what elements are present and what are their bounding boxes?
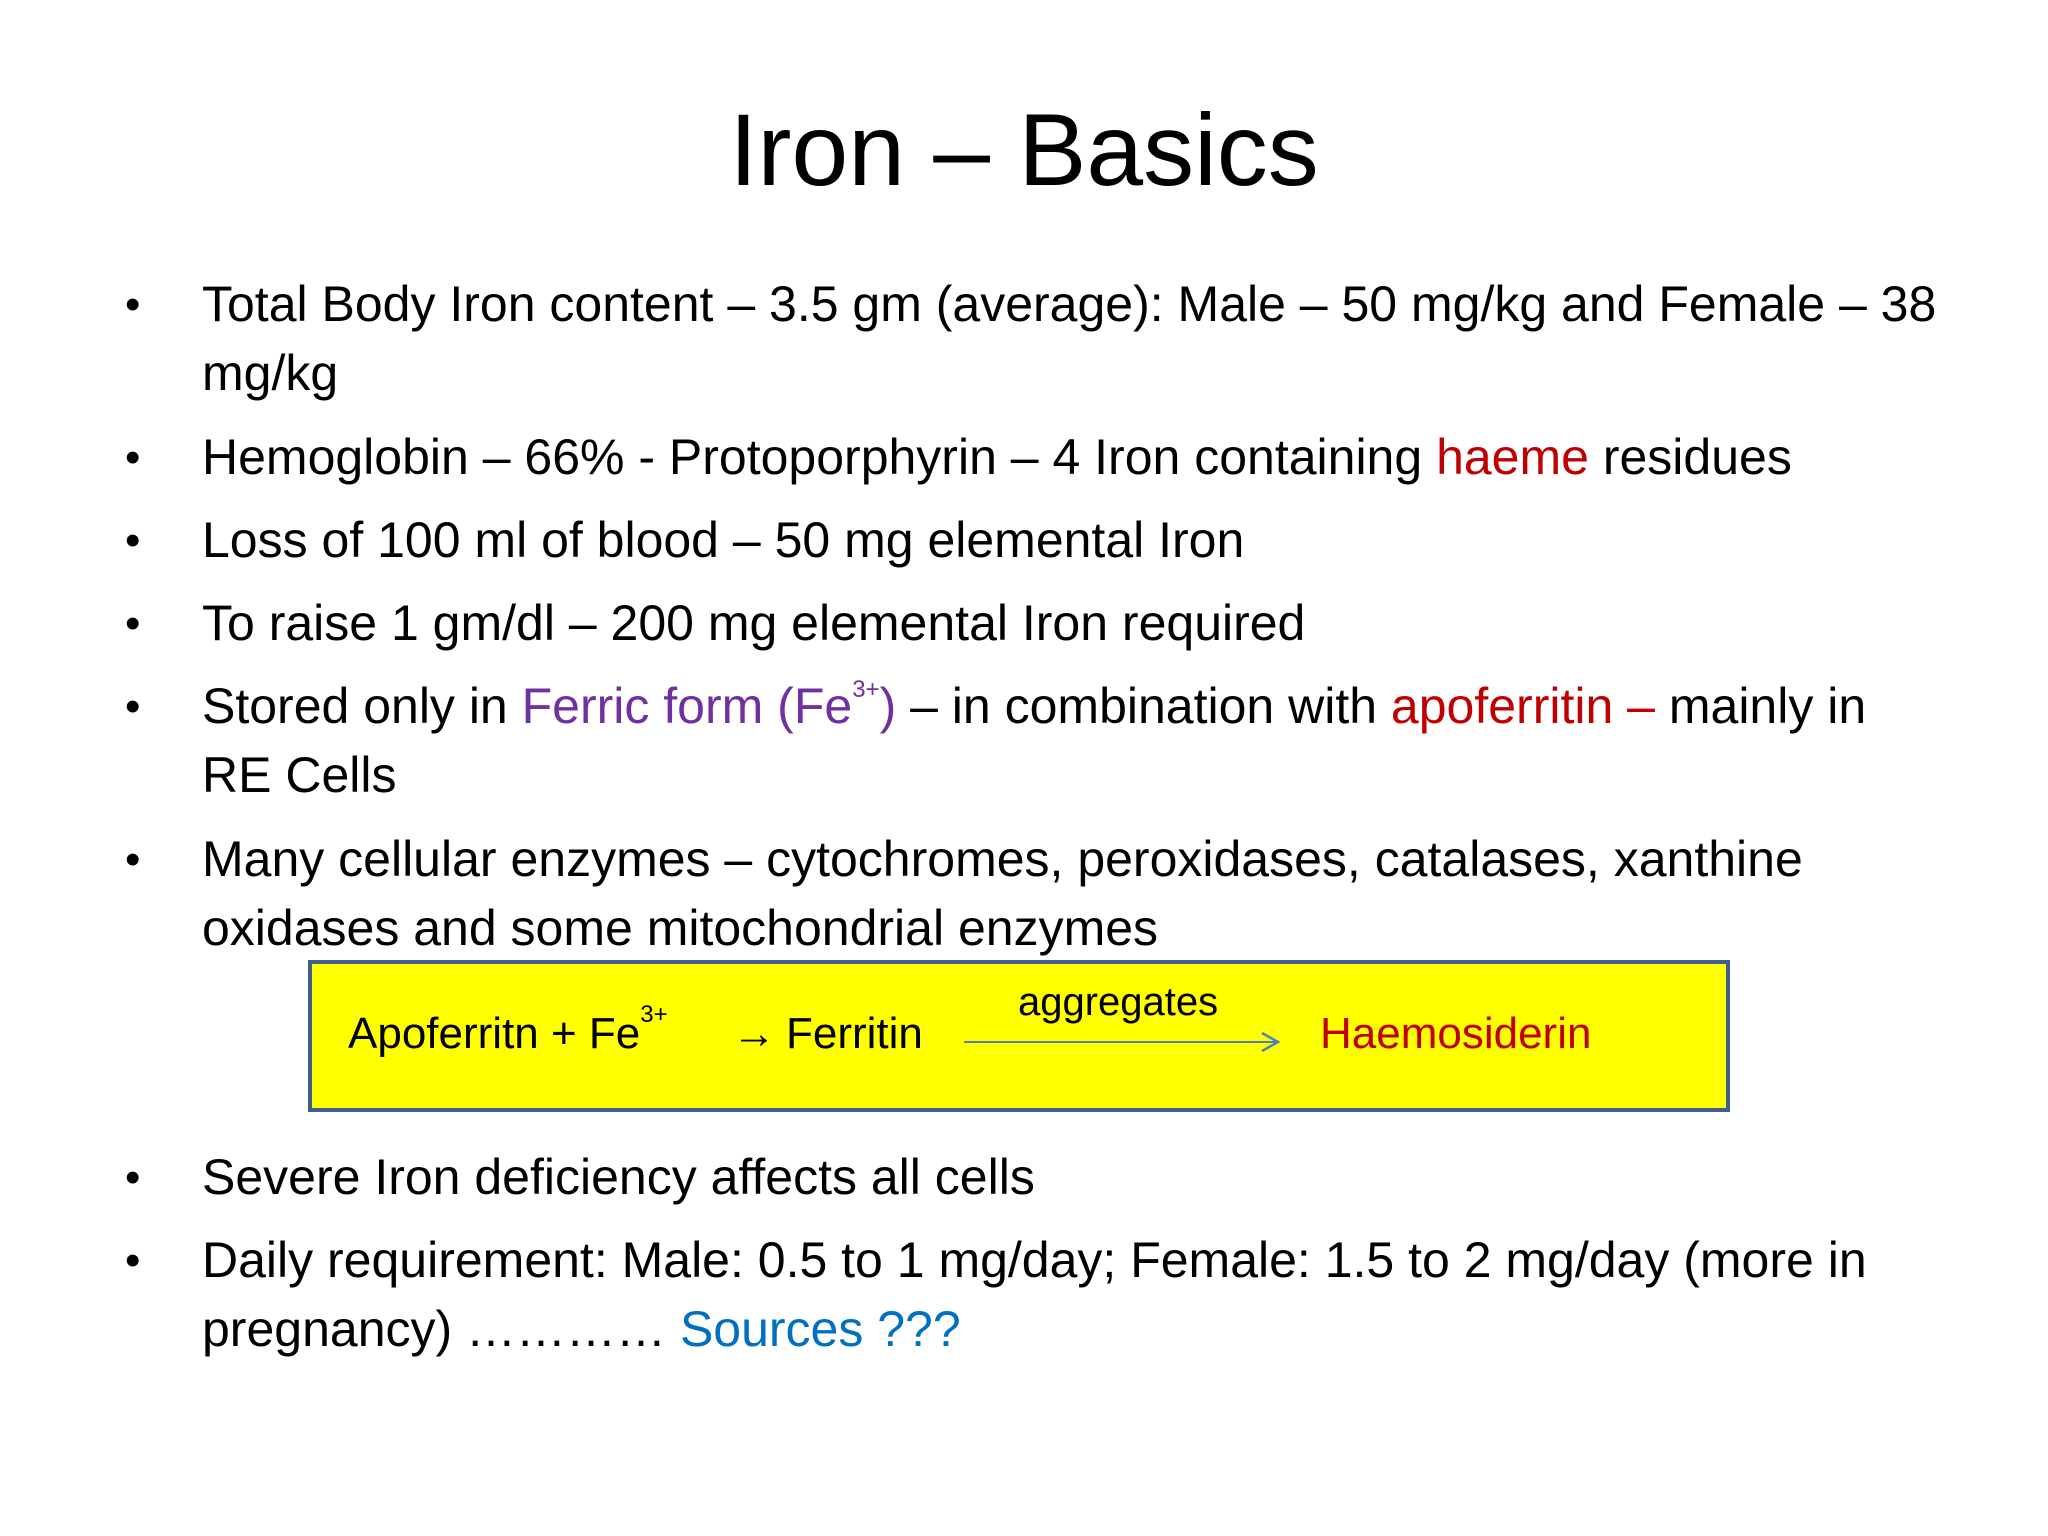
- bullet-text: [202, 825, 1945, 963]
- equation-left: [348, 1001, 668, 1064]
- bullet-symbol: •: [125, 1236, 141, 1285]
- equation-left-text: Apoferritn + Fe: [348, 1009, 641, 1058]
- bullet-text: [202, 589, 1945, 658]
- reaction-arrow-icon: [964, 1030, 1284, 1054]
- text-run: Daily requirement: Male: 0.5 to 1 mg/day; Female: 1.5 to 2 mg/day (more in pregnancy) …………: [202, 1232, 1867, 1357]
- bullet-item: [125, 423, 1945, 492]
- text-run: haeme: [1436, 429, 1589, 485]
- text-run: Severe Iron deficiency affects all cells: [202, 1149, 1035, 1205]
- text-run: Sources ???: [679, 1301, 961, 1357]
- text-run: Loss of 100 ml of blood – 50 mg elemental Iron: [202, 512, 1245, 568]
- text-run: Total Body Iron content – 3.5 gm (average): Male – 50 mg/kg and Female – 38 mg/kg: [202, 276, 1937, 401]
- bullet-text: [202, 506, 1945, 575]
- bullet-symbol: •: [125, 280, 141, 329]
- superscript-text: 3+: [852, 676, 880, 703]
- equation-right: Haemosiderin: [1320, 1009, 1592, 1058]
- equation-left-sup: 3+: [640, 1001, 668, 1028]
- text-run: Hemoglobin – 66% - Protoporphyrin – 4 Iron containing: [202, 429, 1437, 485]
- bullet-symbol: •: [125, 516, 141, 565]
- bullet-text: [202, 270, 1945, 408]
- bullet-item: [125, 1226, 1945, 1364]
- bullet-symbol: •: [125, 835, 141, 884]
- text-run: Many cellular enzymes – cytochromes, peroxidases, catalases, xanthine oxidases and some mitochondrial enzymes: [202, 831, 1803, 956]
- text-run: ): [879, 678, 897, 734]
- bullet-item: [125, 506, 1945, 575]
- equation-middle: Ferritin: [786, 1009, 923, 1058]
- bullet-item: [125, 672, 1945, 810]
- slide-title: Iron – Basics: [729, 93, 1319, 207]
- arrow-label: aggregates: [1018, 980, 1219, 1024]
- bullet-item: [125, 589, 1945, 658]
- text-run: Stored only in: [202, 678, 522, 734]
- text-run: apoferritin –: [1390, 678, 1655, 734]
- bullet-text: [202, 1226, 1945, 1364]
- bullet-symbol: •: [125, 1153, 141, 1202]
- equation-box: [308, 960, 1730, 1112]
- text-run: To raise 1 gm/dl – 200 mg elemental Iron required: [202, 595, 1306, 651]
- text-run: mainly in RE Cells: [202, 678, 1867, 803]
- bullet-item: [125, 270, 1945, 408]
- bullet-item: [125, 825, 1945, 963]
- bullet-item: [125, 1143, 1945, 1212]
- text-run: Ferric form (Fe: [521, 678, 853, 734]
- bullet-symbol: •: [125, 599, 141, 648]
- bullet-text: [202, 672, 1945, 810]
- bullet-text: [202, 1143, 1945, 1212]
- bullet-symbol: •: [125, 433, 141, 482]
- bullet-symbol: •: [125, 682, 141, 731]
- text-run: residues: [1588, 429, 1792, 485]
- bullet-text: [202, 423, 1945, 492]
- text-run: – in combination with: [896, 678, 1391, 734]
- equation-arrow: →: [732, 1009, 776, 1058]
